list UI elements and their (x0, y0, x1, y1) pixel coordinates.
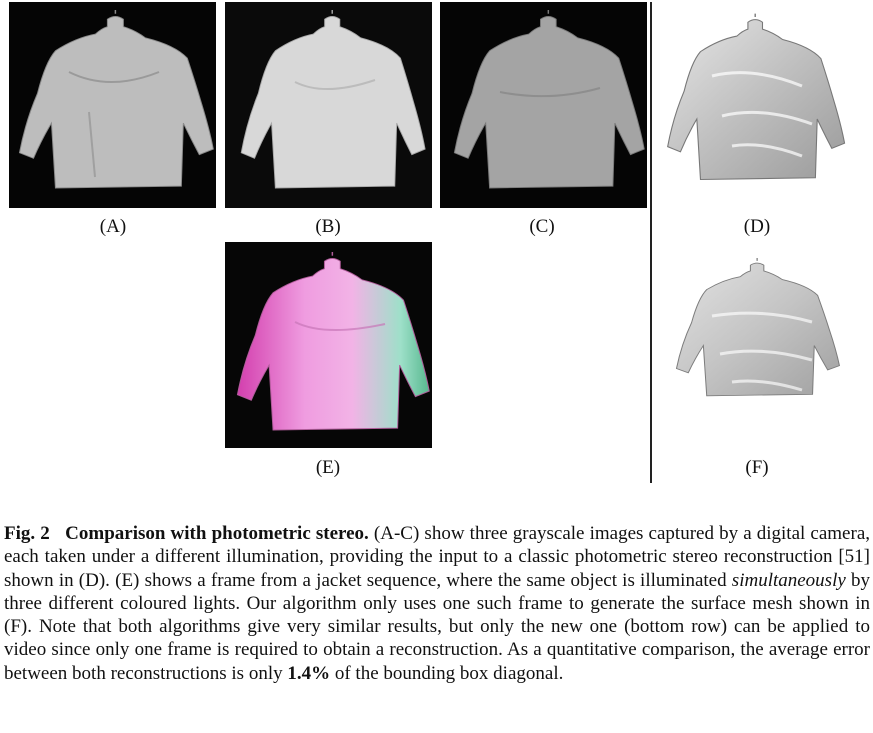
photo-panel-e (225, 242, 432, 448)
panel-divider (650, 2, 652, 483)
caption-text-1: (A-C) show three grayscale images captured by a digital camera, each taken under a different illumination, providing the input to a classic photometric stereo reconstruction [51] shown in (D). (E) shows a frame from a jacket sequence, where the same object is illuminated (4, 523, 871, 591)
render-panel-d (662, 6, 854, 206)
label-a: (A) (99, 216, 127, 237)
photo-panel-b (225, 2, 432, 208)
caption-text-3: of the bounding box diagonal. (330, 662, 564, 684)
caption-emphasis: simultaneously (731, 569, 846, 591)
jacket-image-e (225, 242, 432, 448)
figure-caption (4, 522, 870, 685)
mesh-render-d (662, 6, 854, 206)
caption-value: 1.4% (287, 662, 331, 684)
jacket-image-b (225, 2, 432, 208)
render-panel-f (662, 256, 856, 431)
label-c: (C) (529, 216, 555, 237)
label-b: (B) (315, 216, 341, 237)
label-e: (E) (315, 457, 341, 478)
label-f: (F) (745, 457, 769, 478)
photo-panel-c (440, 2, 647, 208)
caption-title: Comparison with photometric stereo. (65, 523, 369, 544)
label-d: (D) (743, 216, 771, 237)
caption-fig-number: Fig. 2 (4, 523, 50, 544)
jacket-image-c (440, 2, 647, 208)
caption-text-2: by three different coloured lights. Our algorithm only uses one such frame to generate the surface mesh shown in (F). Note that both algorithms give very similar results, but only the new one (bottom row) can be applied to video since only one frame is required to obtain a reconstruction. As a quantitative comparison, the average error between both reconstructions is only (4, 569, 870, 684)
jacket-image-a (9, 2, 216, 208)
photo-panel-a (9, 2, 216, 208)
mesh-render-f (662, 256, 856, 431)
